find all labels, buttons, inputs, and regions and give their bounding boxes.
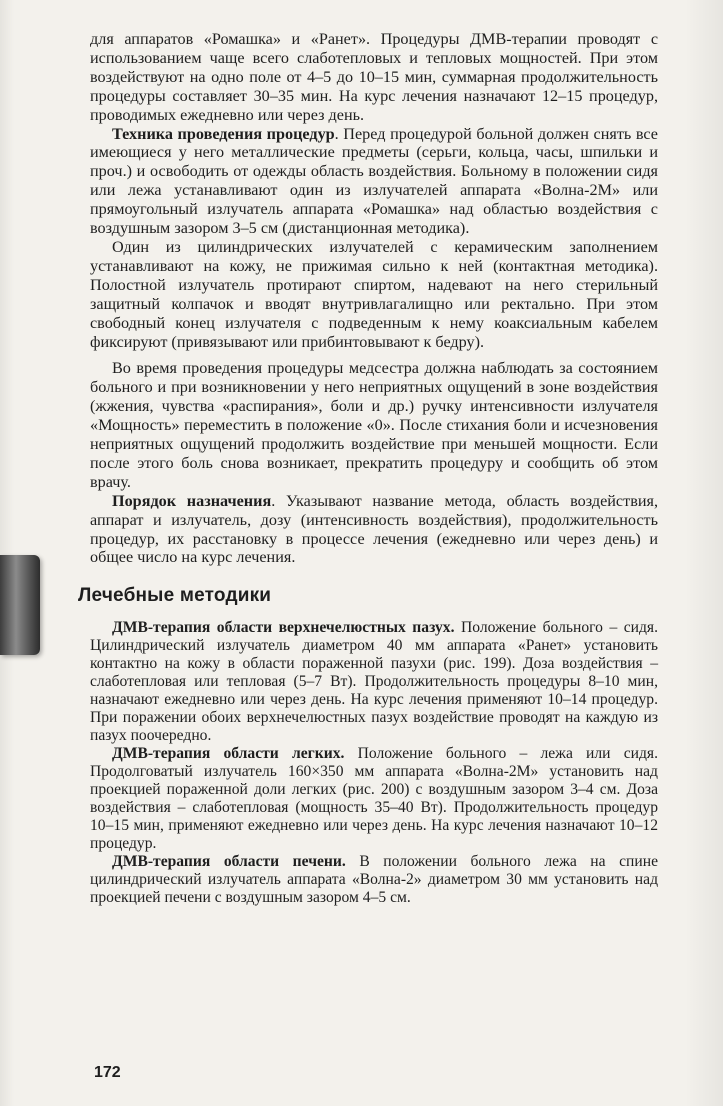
section-title: Лечебные методики <box>78 585 272 607</box>
paragraph-contact-method: Один из цилиндрических излучателей с керамическим заполнением устанавливают на кожу, не прижимая сильно к ней (контактная методика). Полостной излучатель протирают спиртом, надевают на него стерильный защитный колпачок и вводят внутривлагалищно или ректально. При этом свободный конец излучателя с подведенным к нему коаксиальным кабелем фиксируют (привязывают или прибинтовывают к бедру). <box>90 237 658 351</box>
paragraph-technique <box>90 125 658 238</box>
run-in-heading: Техника проведения процедур <box>112 124 335 143</box>
method-text: Положение больного – лежа или сидя. Продолговатый излучатель 160×350 мм аппарата «Волна-2М» установить над проекцией пораженной доли легких (рис. 200) с воздушным зазором 3–4 см. Доза воздействия – слаботепловая (мощность 35–40 Вт). Продолжительность процедур 10–15 мин, применяют ежедневно или через день. На курс лечения назначают 10–12 процедур. <box>90 745 658 853</box>
method-heading: ДМВ-терапия области легких. <box>112 745 345 763</box>
method-heading: ДМВ-терапия области печени. <box>112 853 346 871</box>
page-number: 172 <box>94 1064 121 1081</box>
paragraph-continued: для аппаратов «Ромашка» и «Ранет». Процедуры ДМВ-терапии проводят с использованием чаще всего слаботепловых и тепловых мощностей. При этом воздействуют на одно поле от 4–5 до 10–15 мин, суммарная продолжительность процедуры составляет 30–35 мин. На курс лечения назначают 12–15 процедур, проводимых ежедневно или через день. <box>90 30 658 124</box>
methods-section <box>90 619 658 907</box>
method-lungs <box>90 745 658 853</box>
run-in-heading: Порядок назначения <box>112 491 272 510</box>
page-edge-shade <box>685 0 723 1106</box>
paragraph-nurse-monitoring: Во время проведения процедуры медсестра должна наблюдать за состоянием больного и при возникновении у него неприятных ощущений в зоне воздействия (жжения, чувства «распирания», боли и др.) ручку интенсивности излучателя «Мощность» переместить в положение «0». После стихания боли и исчезновения неприятных ощущений продолжить воздействие при меньшей мощности. Если после этого боль снова возникает, прекратить процедуру и сообщить об этом врачу. <box>90 359 658 491</box>
page-body <box>78 30 659 907</box>
paragraph-text: . Перед процедурой больной должен снять все имеющиеся у него металлические предметы (серьги, кольца, часы, шпильки и проч.) и освободить от одежды область воздействия. Больному в положении сидя или лежа устанавливают один из излучателей аппарата «Волна-2М» или прямоугольный излучатель аппарата «Ромашка» над областью воздействия с воздушным зазором 3–5 см (дистанционная методика). <box>90 124 658 238</box>
binder-clip <box>0 555 40 655</box>
page-gutter-shade <box>0 0 14 1106</box>
method-text: Положение больного – сидя. Цилиндрический излучатель диаметром 40 мм аппарата «Ранет» установить контактно на кожу в области пораженной пазухи (рис. 199). Доза воздействия – слаботепловая или тепловая (5–7 Вт). Продолжительность процедуры 8–10 мин, назначают ежедневно или через день. На курс лечения применяют 10–14 процедур. При поражении обоих верхнечелюстных пазух воздействие проводят на каждую из пазух поочередно. <box>90 619 659 745</box>
method-heading: ДМВ-терапия области верхнечелюстных пазух. <box>112 619 455 637</box>
paragraph-text: . Указывают название метода, область воздействия, аппарат и излучатель, дозу (интенсивность воздействия), продолжительность процедур, их расстановку в процессе лечения (ежедневно или через день) и общее число на курс лечения. <box>90 491 658 567</box>
method-text: В положении больного лежа на спине цилиндрический излучатель аппарата «Волна-2» диаметром 30 мм установить над проекцией печени с воздушным зазором 4–5 см. <box>90 853 658 907</box>
method-liver <box>90 853 658 907</box>
paragraph-prescription <box>90 492 658 568</box>
method-maxillary-sinus <box>90 619 658 745</box>
